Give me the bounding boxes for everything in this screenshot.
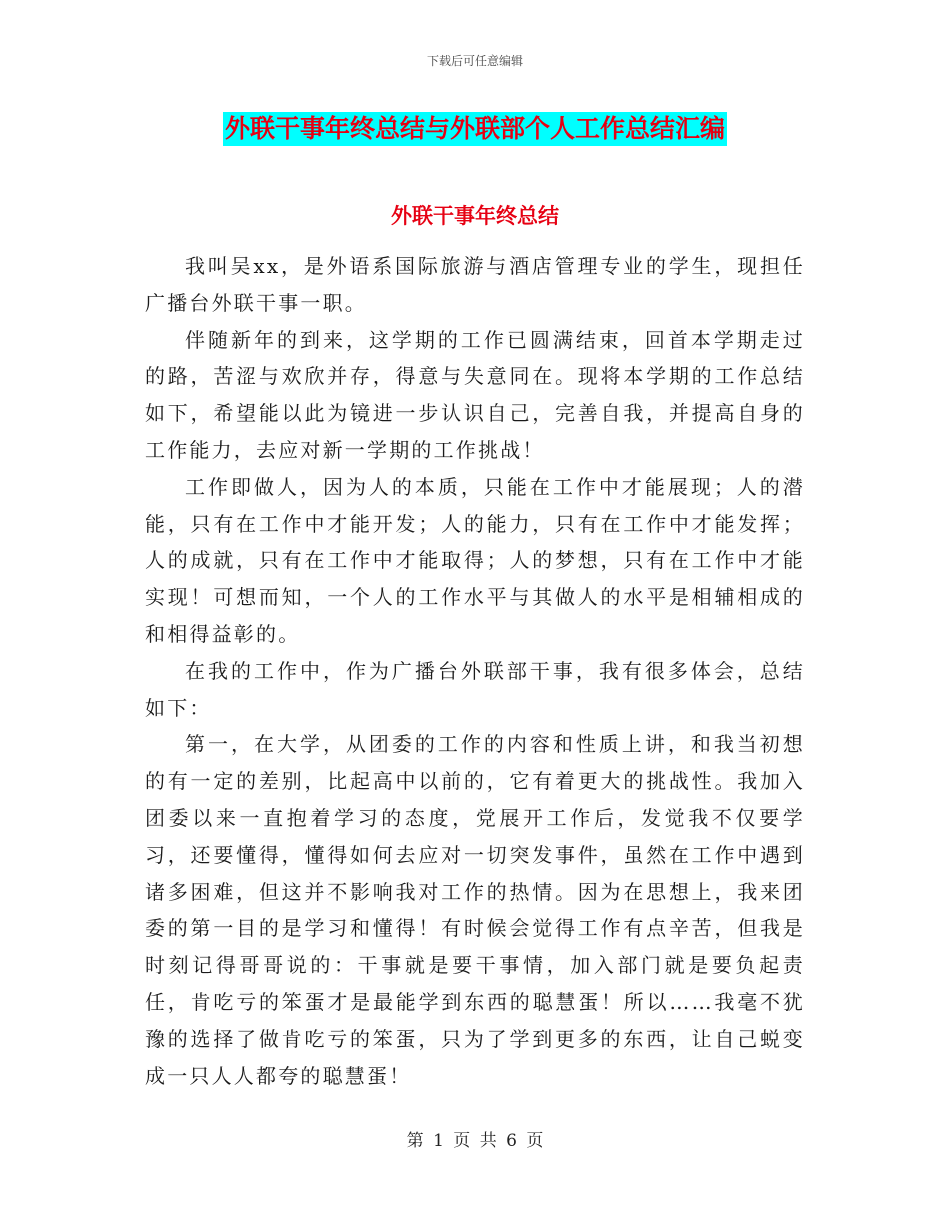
paragraph: 我叫吴xx，是外语系国际旅游与酒店管理专业的学生，现担任广播台外联干事一职。 — [145, 254, 805, 315]
document-title-container — [0, 112, 950, 146]
document-title: 外联干事年终总结与外联部个人工作总结汇编 — [223, 112, 727, 146]
document-body — [145, 248, 805, 1094]
page-footer-number: 第 1 页 共 6 页 — [406, 1131, 544, 1151]
paragraph: 工作即做人，因为人的本质，只能在工作中才能展现；人的潜能，只有在工作中才能开发；人的能力，只有在工作中才能发挥；人的成就，只有在工作中才能取得；人的梦想，只有在工作中才能实现！可想而知，一个人的工作水平与其做人的水平是相辅相成的和相得益彰的。 — [145, 474, 805, 646]
paragraph: 在我的工作中，作为广播台外联部干事，我有很多体会，总结如下： — [145, 658, 805, 720]
section-title: 外联干事年终总结 — [391, 204, 559, 228]
page-header-note: 下载后可任意编辑 — [426, 54, 523, 68]
paragraph: 伴随新年的到来，这学期的工作已圆满结束，回首本学期走过的路，苦涩与欢欣并存，得意与失意同在。现将本学期的工作总结如下，希望能以此为镜进一步认识自己，完善自我，并提高自身的工作能力，去应对新一学期的工作挑战！ — [145, 327, 805, 462]
paragraph: 第一，在大学，从团委的工作的内容和性质上讲，和我当初想的有一定的差别，比起高中以前的，它有着更大的挑战性。我加入团委以来一直抱着学习的态度，党展开工作后，发觉我不仅要学习，还要懂得，懂得如何去应对一切突发事件，虽然在工作中遇到诸多困难，但这并不影响我对工作的热情。因为在思想上，我来团委的第一目的是学习和懂得！有时候会觉得工作有点辛苦，但我是时刻记得哥哥说的：干事就是要干事情，加入部门就是要负起责任，肯吃亏的笨蛋才是最能学到东西的聪慧蛋！所以……我毫不犹豫的选择了做肯吃亏的笨蛋，只为了学到更多的东西，让自己蜕变成一只人人都夸的聪慧蛋！ — [145, 732, 805, 1088]
